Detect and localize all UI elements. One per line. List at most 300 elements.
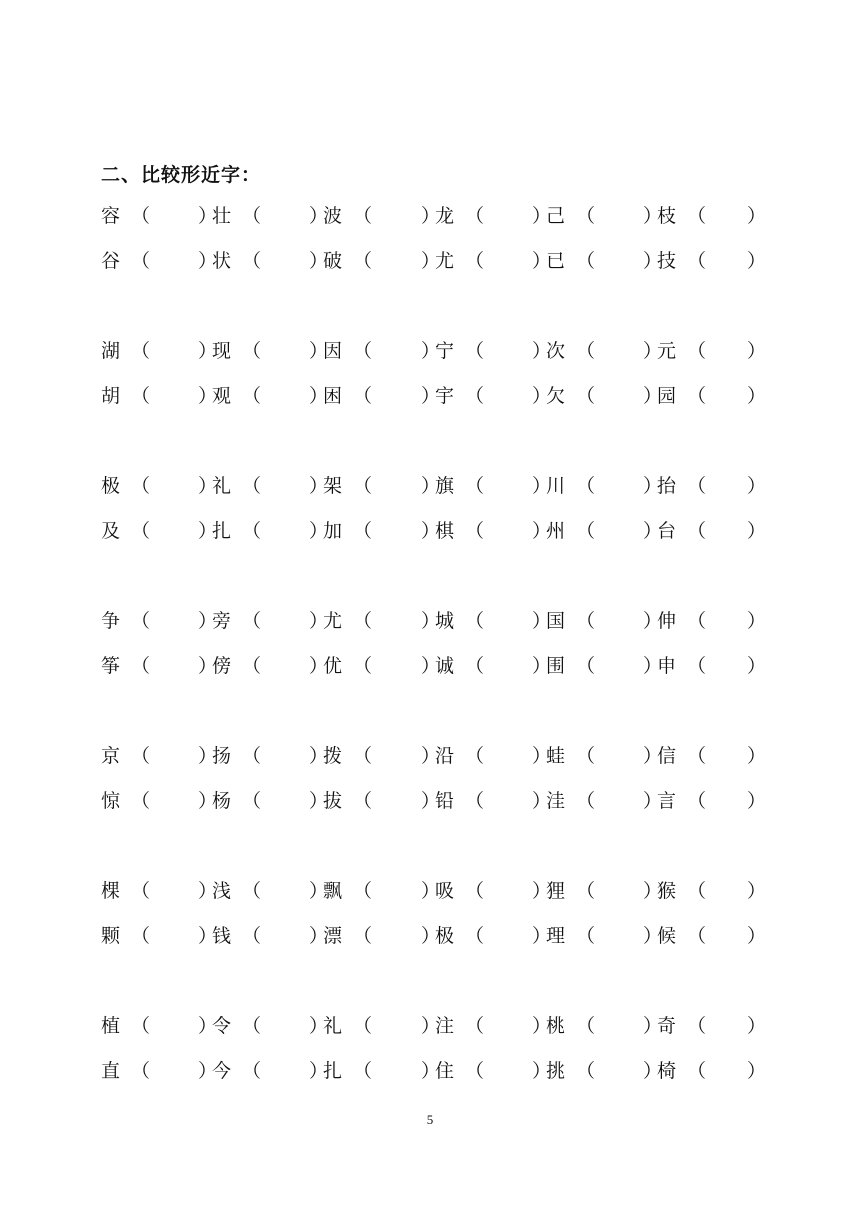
- answer-blank[interactable]: （: [576, 475, 596, 497]
- closing-paren: ）: [532, 790, 552, 812]
- char-row: [101, 338, 781, 364]
- answer-blank[interactable]: （: [242, 520, 262, 542]
- closing-paren: ）: [309, 655, 329, 677]
- character: 令: [212, 1015, 232, 1037]
- closing-paren: ）: [643, 520, 663, 542]
- answer-blank[interactable]: （: [242, 925, 262, 947]
- character: 湖: [101, 340, 121, 362]
- character: 植: [101, 1015, 121, 1037]
- section-heading: 二、比较形近字：: [101, 164, 262, 186]
- closing-paren: ）: [198, 340, 218, 362]
- closing-paren: ）: [643, 925, 663, 947]
- answer-blank[interactable]: （: [353, 1015, 373, 1037]
- character: 扬: [212, 745, 232, 767]
- char-cell: [309, 1013, 407, 1039]
- character: 注: [435, 1015, 455, 1037]
- closing-paren: ）: [643, 610, 663, 632]
- closing-paren: ）: [198, 790, 218, 812]
- closing-paren: ）: [309, 475, 329, 497]
- answer-blank[interactable]: （: [687, 880, 707, 902]
- closing-paren: ）: [532, 880, 552, 902]
- char-cell: [532, 878, 630, 904]
- answer-blank[interactable]: （: [576, 520, 596, 542]
- answer-blank[interactable]: （: [242, 745, 262, 767]
- answer-blank[interactable]: （: [687, 925, 707, 947]
- char-cell: [643, 743, 741, 769]
- character: 架: [323, 475, 343, 497]
- answer-blank[interactable]: （: [353, 1060, 373, 1082]
- answer-blank[interactable]: （: [465, 520, 485, 542]
- character: 住: [435, 1060, 455, 1082]
- answer-blank[interactable]: （: [242, 250, 262, 272]
- char-cell: [101, 878, 185, 904]
- answer-blank[interactable]: （: [576, 205, 596, 227]
- answer-blank[interactable]: （: [242, 655, 262, 677]
- answer-blank[interactable]: （: [353, 250, 373, 272]
- char-cell: [643, 518, 741, 544]
- answer-blank[interactable]: （: [576, 925, 596, 947]
- closing-paren: ）: [747, 790, 767, 812]
- character: 困: [323, 385, 343, 407]
- character: 壮: [212, 205, 232, 227]
- answer-blank[interactable]: （: [353, 880, 373, 902]
- char-cell: [421, 788, 519, 814]
- char-cell: [532, 473, 630, 499]
- char-cell: [643, 788, 741, 814]
- closing-paren: ）: [421, 475, 441, 497]
- character: 言: [657, 790, 677, 812]
- closing-paren: ）: [643, 745, 663, 767]
- char-cell: [309, 473, 407, 499]
- character: 城: [435, 610, 455, 632]
- character: 今: [212, 1060, 232, 1082]
- char-cell: [643, 878, 741, 904]
- answer-blank[interactable]: （: [465, 610, 485, 632]
- char-cell: [309, 788, 407, 814]
- answer-blank[interactable]: （: [131, 205, 151, 227]
- character: 己: [546, 205, 566, 227]
- character: 胡: [101, 385, 121, 407]
- closing-paren: ）: [198, 1060, 218, 1082]
- answer-blank[interactable]: （: [131, 790, 151, 812]
- character: 优: [323, 655, 343, 677]
- char-cell: [309, 338, 407, 364]
- character: 旁: [212, 610, 232, 632]
- char-cell: [101, 1013, 185, 1039]
- answer-blank[interactable]: （: [353, 385, 373, 407]
- closing-paren: ）: [532, 520, 552, 542]
- char-cell: [198, 878, 296, 904]
- char-cell: [643, 338, 741, 364]
- answer-blank[interactable]: （: [131, 520, 151, 542]
- closing-paren: ）: [198, 205, 218, 227]
- char-row: [101, 1058, 781, 1084]
- character: 枝: [657, 205, 677, 227]
- answer-blank[interactable]: （: [242, 475, 262, 497]
- char-cell: [198, 203, 296, 229]
- character: 及: [101, 520, 121, 542]
- answer-blank[interactable]: （: [131, 1060, 151, 1082]
- character: 傍: [212, 655, 232, 677]
- character: 拨: [323, 745, 343, 767]
- character: 州: [546, 520, 566, 542]
- answer-blank[interactable]: （: [576, 880, 596, 902]
- closing-paren: ）: [747, 655, 767, 677]
- closing-paren: ）: [643, 340, 663, 362]
- closing-paren: ）: [309, 250, 329, 272]
- char-cell: [421, 518, 519, 544]
- char-cell: [421, 923, 519, 949]
- char-cell: [421, 743, 519, 769]
- char-cell: [532, 383, 630, 409]
- character: 铅: [435, 790, 455, 812]
- char-cell: [101, 788, 185, 814]
- closing-paren: ）: [309, 790, 329, 812]
- closing-paren: ）: [643, 1015, 663, 1037]
- character: 川: [546, 475, 566, 497]
- closing-paren: ）: [421, 520, 441, 542]
- char-cell: [198, 923, 296, 949]
- closing-paren: ）: [532, 475, 552, 497]
- character: 奇: [657, 1015, 677, 1037]
- character: 拔: [323, 790, 343, 812]
- answer-blank[interactable]: （: [242, 790, 262, 812]
- answer-blank[interactable]: （: [687, 205, 707, 227]
- character: 园: [657, 385, 677, 407]
- closing-paren: ）: [198, 880, 218, 902]
- answer-blank[interactable]: （: [131, 340, 151, 362]
- char-cell: [101, 1058, 185, 1084]
- char-cell: [309, 653, 407, 679]
- char-cell: [309, 518, 407, 544]
- char-cell: [309, 248, 407, 274]
- answer-blank[interactable]: （: [465, 880, 485, 902]
- answer-blank[interactable]: （: [687, 520, 707, 542]
- closing-paren: ）: [421, 610, 441, 632]
- character: 椅: [657, 1060, 677, 1082]
- character: 诚: [435, 655, 455, 677]
- answer-blank[interactable]: （: [131, 1015, 151, 1037]
- character: 礼: [212, 475, 232, 497]
- char-row: [101, 518, 781, 544]
- answer-blank[interactable]: （: [687, 250, 707, 272]
- char-row: [101, 473, 781, 499]
- char-cell: [532, 1058, 630, 1084]
- closing-paren: ）: [421, 655, 441, 677]
- char-cell: [101, 203, 185, 229]
- answer-blank[interactable]: （: [131, 610, 151, 632]
- closing-paren: ）: [198, 250, 218, 272]
- answer-blank[interactable]: （: [687, 655, 707, 677]
- closing-paren: ）: [747, 880, 767, 902]
- char-cell: [309, 743, 407, 769]
- answer-blank[interactable]: （: [131, 745, 151, 767]
- character: 信: [657, 745, 677, 767]
- character: 技: [657, 250, 677, 272]
- answer-blank[interactable]: （: [576, 610, 596, 632]
- closing-paren: ）: [198, 925, 218, 947]
- char-cell: [101, 518, 185, 544]
- answer-blank[interactable]: （: [576, 250, 596, 272]
- answer-blank[interactable]: （: [465, 790, 485, 812]
- char-cell: [532, 608, 630, 634]
- answer-blank[interactable]: （: [353, 745, 373, 767]
- closing-paren: ）: [421, 880, 441, 902]
- closing-paren: ）: [421, 205, 441, 227]
- char-cell: [198, 743, 296, 769]
- character: 浅: [212, 880, 232, 902]
- answer-blank[interactable]: （: [353, 475, 373, 497]
- character: 申: [657, 655, 677, 677]
- char-row: [101, 788, 781, 814]
- char-row: [101, 203, 781, 229]
- answer-blank[interactable]: （: [465, 475, 485, 497]
- char-cell: [101, 608, 185, 634]
- char-cell: [421, 1058, 519, 1084]
- character: 波: [323, 205, 343, 227]
- answer-blank[interactable]: （: [465, 925, 485, 947]
- answer-blank[interactable]: （: [576, 1060, 596, 1082]
- closing-paren: ）: [309, 925, 329, 947]
- char-cell: [532, 1013, 630, 1039]
- char-cell: [643, 1013, 741, 1039]
- closing-paren: ）: [309, 610, 329, 632]
- char-cell: [532, 248, 630, 274]
- answer-blank[interactable]: （: [242, 1015, 262, 1037]
- closing-paren: ）: [532, 205, 552, 227]
- answer-blank[interactable]: （: [353, 925, 373, 947]
- character: 棵: [101, 880, 121, 902]
- char-row: [101, 923, 781, 949]
- character: 因: [323, 340, 343, 362]
- character: 尤: [323, 610, 343, 632]
- answer-blank[interactable]: （: [465, 340, 485, 362]
- answer-blank[interactable]: （: [242, 1060, 262, 1082]
- answer-blank[interactable]: （: [465, 205, 485, 227]
- char-cell: [309, 203, 407, 229]
- char-cell: [309, 923, 407, 949]
- closing-paren: ）: [532, 340, 552, 362]
- answer-blank[interactable]: （: [465, 1015, 485, 1037]
- char-cell: [532, 518, 630, 544]
- answer-blank[interactable]: （: [131, 655, 151, 677]
- character: 状: [212, 250, 232, 272]
- char-cell: [198, 608, 296, 634]
- char-cell: [101, 383, 185, 409]
- closing-paren: ）: [643, 385, 663, 407]
- closing-paren: ）: [747, 925, 767, 947]
- char-cell: [198, 338, 296, 364]
- closing-paren: ）: [747, 250, 767, 272]
- char-row: [101, 878, 781, 904]
- closing-paren: ）: [747, 205, 767, 227]
- character: 候: [657, 925, 677, 947]
- answer-blank[interactable]: （: [353, 610, 373, 632]
- answer-blank[interactable]: （: [353, 790, 373, 812]
- character: 飘: [323, 880, 343, 902]
- character: 加: [323, 520, 343, 542]
- char-cell: [198, 473, 296, 499]
- closing-paren: ）: [532, 745, 552, 767]
- closing-paren: ）: [309, 205, 329, 227]
- character: 钱: [212, 925, 232, 947]
- character: 宇: [435, 385, 455, 407]
- character: 台: [657, 520, 677, 542]
- answer-blank[interactable]: （: [687, 1015, 707, 1037]
- answer-blank[interactable]: （: [687, 385, 707, 407]
- closing-paren: ）: [421, 250, 441, 272]
- answer-blank[interactable]: （: [353, 655, 373, 677]
- char-cell: [421, 1013, 519, 1039]
- char-cell: [309, 878, 407, 904]
- character: 吸: [435, 880, 455, 902]
- char-cell: [421, 608, 519, 634]
- closing-paren: ）: [421, 790, 441, 812]
- answer-blank[interactable]: （: [687, 475, 707, 497]
- character: 现: [212, 340, 232, 362]
- closing-paren: ）: [309, 1060, 329, 1082]
- closing-paren: ）: [309, 340, 329, 362]
- character: 龙: [435, 205, 455, 227]
- closing-paren: ）: [532, 250, 552, 272]
- char-cell: [421, 203, 519, 229]
- page-number: 5: [426, 1112, 434, 1127]
- answer-blank[interactable]: （: [242, 610, 262, 632]
- answer-blank[interactable]: （: [465, 655, 485, 677]
- closing-paren: ）: [421, 385, 441, 407]
- character: 谷: [101, 250, 121, 272]
- char-cell: [309, 1058, 407, 1084]
- char-cell: [643, 608, 741, 634]
- closing-paren: ）: [532, 610, 552, 632]
- character: 京: [101, 745, 121, 767]
- closing-paren: ）: [309, 1015, 329, 1037]
- character: 伸: [657, 610, 677, 632]
- character: 极: [101, 475, 121, 497]
- answer-blank[interactable]: （: [576, 655, 596, 677]
- answer-blank[interactable]: （: [242, 340, 262, 362]
- closing-paren: ）: [198, 475, 218, 497]
- char-cell: [643, 248, 741, 274]
- character: 尤: [435, 250, 455, 272]
- answer-blank[interactable]: （: [576, 385, 596, 407]
- closing-paren: ）: [643, 205, 663, 227]
- character: 旗: [435, 475, 455, 497]
- answer-blank[interactable]: （: [131, 385, 151, 407]
- character: 洼: [546, 790, 566, 812]
- char-row: [101, 743, 781, 769]
- answer-blank[interactable]: （: [687, 1060, 707, 1082]
- character: 抬: [657, 475, 677, 497]
- char-cell: [643, 383, 741, 409]
- closing-paren: ）: [643, 475, 663, 497]
- closing-paren: ）: [532, 1015, 552, 1037]
- answer-blank[interactable]: （: [242, 385, 262, 407]
- closing-paren: ）: [309, 385, 329, 407]
- character: 已: [546, 250, 566, 272]
- closing-paren: ）: [532, 1060, 552, 1082]
- character: 蛙: [546, 745, 566, 767]
- closing-paren: ）: [747, 385, 767, 407]
- answer-blank[interactable]: （: [131, 925, 151, 947]
- char-cell: [101, 473, 185, 499]
- closing-paren: ）: [747, 475, 767, 497]
- closing-paren: ）: [421, 1015, 441, 1037]
- char-cell: [532, 923, 630, 949]
- answer-blank[interactable]: （: [576, 745, 596, 767]
- answer-blank[interactable]: （: [131, 880, 151, 902]
- closing-paren: ）: [421, 340, 441, 362]
- char-cell: [198, 383, 296, 409]
- answer-blank[interactable]: （: [353, 520, 373, 542]
- closing-paren: ）: [532, 655, 552, 677]
- answer-blank[interactable]: （: [465, 745, 485, 767]
- answer-blank[interactable]: （: [242, 880, 262, 902]
- char-row: [101, 1013, 781, 1039]
- answer-blank[interactable]: （: [576, 1015, 596, 1037]
- closing-paren: ）: [421, 1060, 441, 1082]
- answer-blank[interactable]: （: [353, 205, 373, 227]
- char-cell: [532, 203, 630, 229]
- closing-paren: ）: [747, 1015, 767, 1037]
- answer-blank[interactable]: （: [131, 250, 151, 272]
- closing-paren: ）: [532, 925, 552, 947]
- character: 礼: [323, 1015, 343, 1037]
- closing-paren: ）: [532, 385, 552, 407]
- answer-blank[interactable]: （: [131, 475, 151, 497]
- char-cell: [421, 473, 519, 499]
- char-cell: [101, 923, 185, 949]
- character: 争: [101, 610, 121, 632]
- answer-blank[interactable]: （: [353, 340, 373, 362]
- answer-blank[interactable]: （: [465, 385, 485, 407]
- answer-blank[interactable]: （: [576, 340, 596, 362]
- char-cell: [101, 338, 185, 364]
- closing-paren: ）: [643, 655, 663, 677]
- closing-paren: ）: [198, 745, 218, 767]
- char-row: [101, 653, 781, 679]
- char-cell: [309, 383, 407, 409]
- character: 猴: [657, 880, 677, 902]
- closing-paren: ）: [421, 745, 441, 767]
- char-cell: [198, 653, 296, 679]
- closing-paren: ）: [198, 520, 218, 542]
- character: 桃: [546, 1015, 566, 1037]
- answer-blank[interactable]: （: [687, 745, 707, 767]
- char-cell: [421, 878, 519, 904]
- char-cell: [643, 1058, 741, 1084]
- closing-paren: ）: [198, 1015, 218, 1037]
- char-cell: [101, 653, 185, 679]
- answer-blank[interactable]: （: [242, 205, 262, 227]
- answer-blank[interactable]: （: [465, 1060, 485, 1082]
- char-cell: [532, 788, 630, 814]
- answer-blank[interactable]: （: [687, 340, 707, 362]
- closing-paren: ）: [747, 745, 767, 767]
- answer-blank[interactable]: （: [687, 610, 707, 632]
- character: 直: [101, 1060, 121, 1082]
- char-cell: [643, 473, 741, 499]
- closing-paren: ）: [747, 520, 767, 542]
- answer-blank[interactable]: （: [687, 790, 707, 812]
- closing-paren: ）: [747, 610, 767, 632]
- character: 挑: [546, 1060, 566, 1082]
- character: 漂: [323, 925, 343, 947]
- char-cell: [643, 923, 741, 949]
- answer-blank[interactable]: （: [576, 790, 596, 812]
- answer-blank[interactable]: （: [465, 250, 485, 272]
- char-cell: [421, 338, 519, 364]
